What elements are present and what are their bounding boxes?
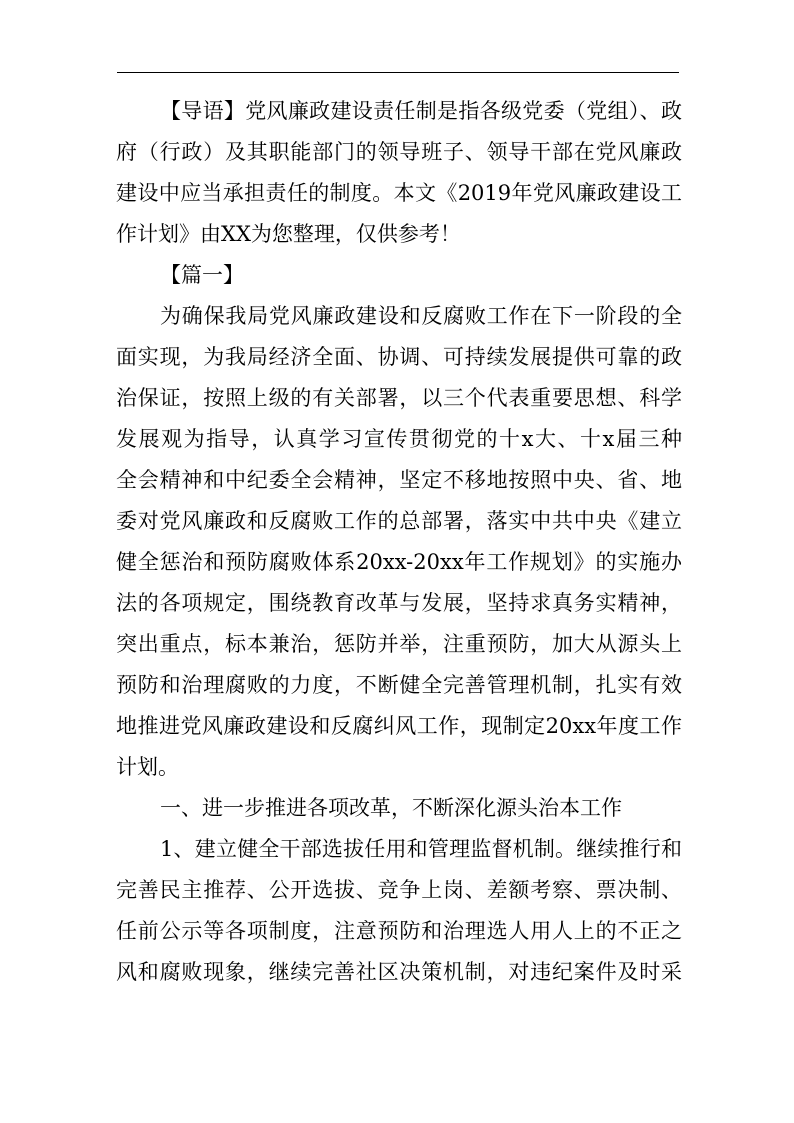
text-line: 计划。 [116,755,179,779]
text-line: 治保证，按照上级的有关部署，以三个代表重要思想、科学 [116,386,682,410]
text-line: 委对党风廉政和反腐败工作的总部署，落实中共中央《建立 [116,509,682,533]
text-line: 一、进一步推进各项改革，不断深化源头治本工作 [160,796,622,820]
header-rule [117,72,679,73]
text-line: 风和腐败现象，继续完善社区决策机制，对违纪案件及时采 [116,960,682,984]
text-line: 发展观为指导，认真学习宣传贯彻党的十x大、十x届三种 [116,427,682,451]
document-body [116,91,682,993]
text-line: 作计划》由XX为您整理，仅供参考！ [116,222,461,246]
text-line: 【篇一】 [160,263,244,287]
text-line: 为确保我局党风廉政建设和反腐败工作在下一阶段的全 [160,304,682,328]
text-line: 地推进党风廉政建设和反腐纠风工作，现制定20xx年度工作 [116,714,682,738]
text-line: 1、建立健全干部选拔任用和管理监督机制。继续推行和 [160,837,682,861]
text-line: 法的各项规定，围绕教育改革与发展，坚持求真务实精神， [116,591,682,615]
text-line: 突出重点，标本兼治，惩防并举，注重预防，加大从源头上 [116,632,682,656]
text-line: 任前公示等各项制度，注意预防和治理选人用人上的不正之 [116,919,682,943]
text-line: 【导语】党风廉政建设责任制是指各级党委（党组）、政 [160,99,682,123]
text-line: 建设中应当承担责任的制度。本文《2019年党风廉政建设工 [116,181,682,205]
text-line: 健全惩治和预防腐败体系20xx-20xx年工作规划》的实施办 [116,550,682,574]
text-line: 完善民主推荐、公开选拔、竞争上岗、差额考察、票决制、 [116,878,682,902]
text-line: 预防和治理腐败的力度，不断健全完善管理机制，扎实有效 [116,673,682,697]
text-line: 府（行政）及其职能部门的领导班子、领导干部在党风廉政 [116,140,682,164]
text-line: 全会精神和中纪委全会精神，坚定不移地按照中央、省、地 [116,468,682,492]
text-line: 面实现，为我局经济全面、协调、可持续发展提供可靠的政 [116,345,682,369]
